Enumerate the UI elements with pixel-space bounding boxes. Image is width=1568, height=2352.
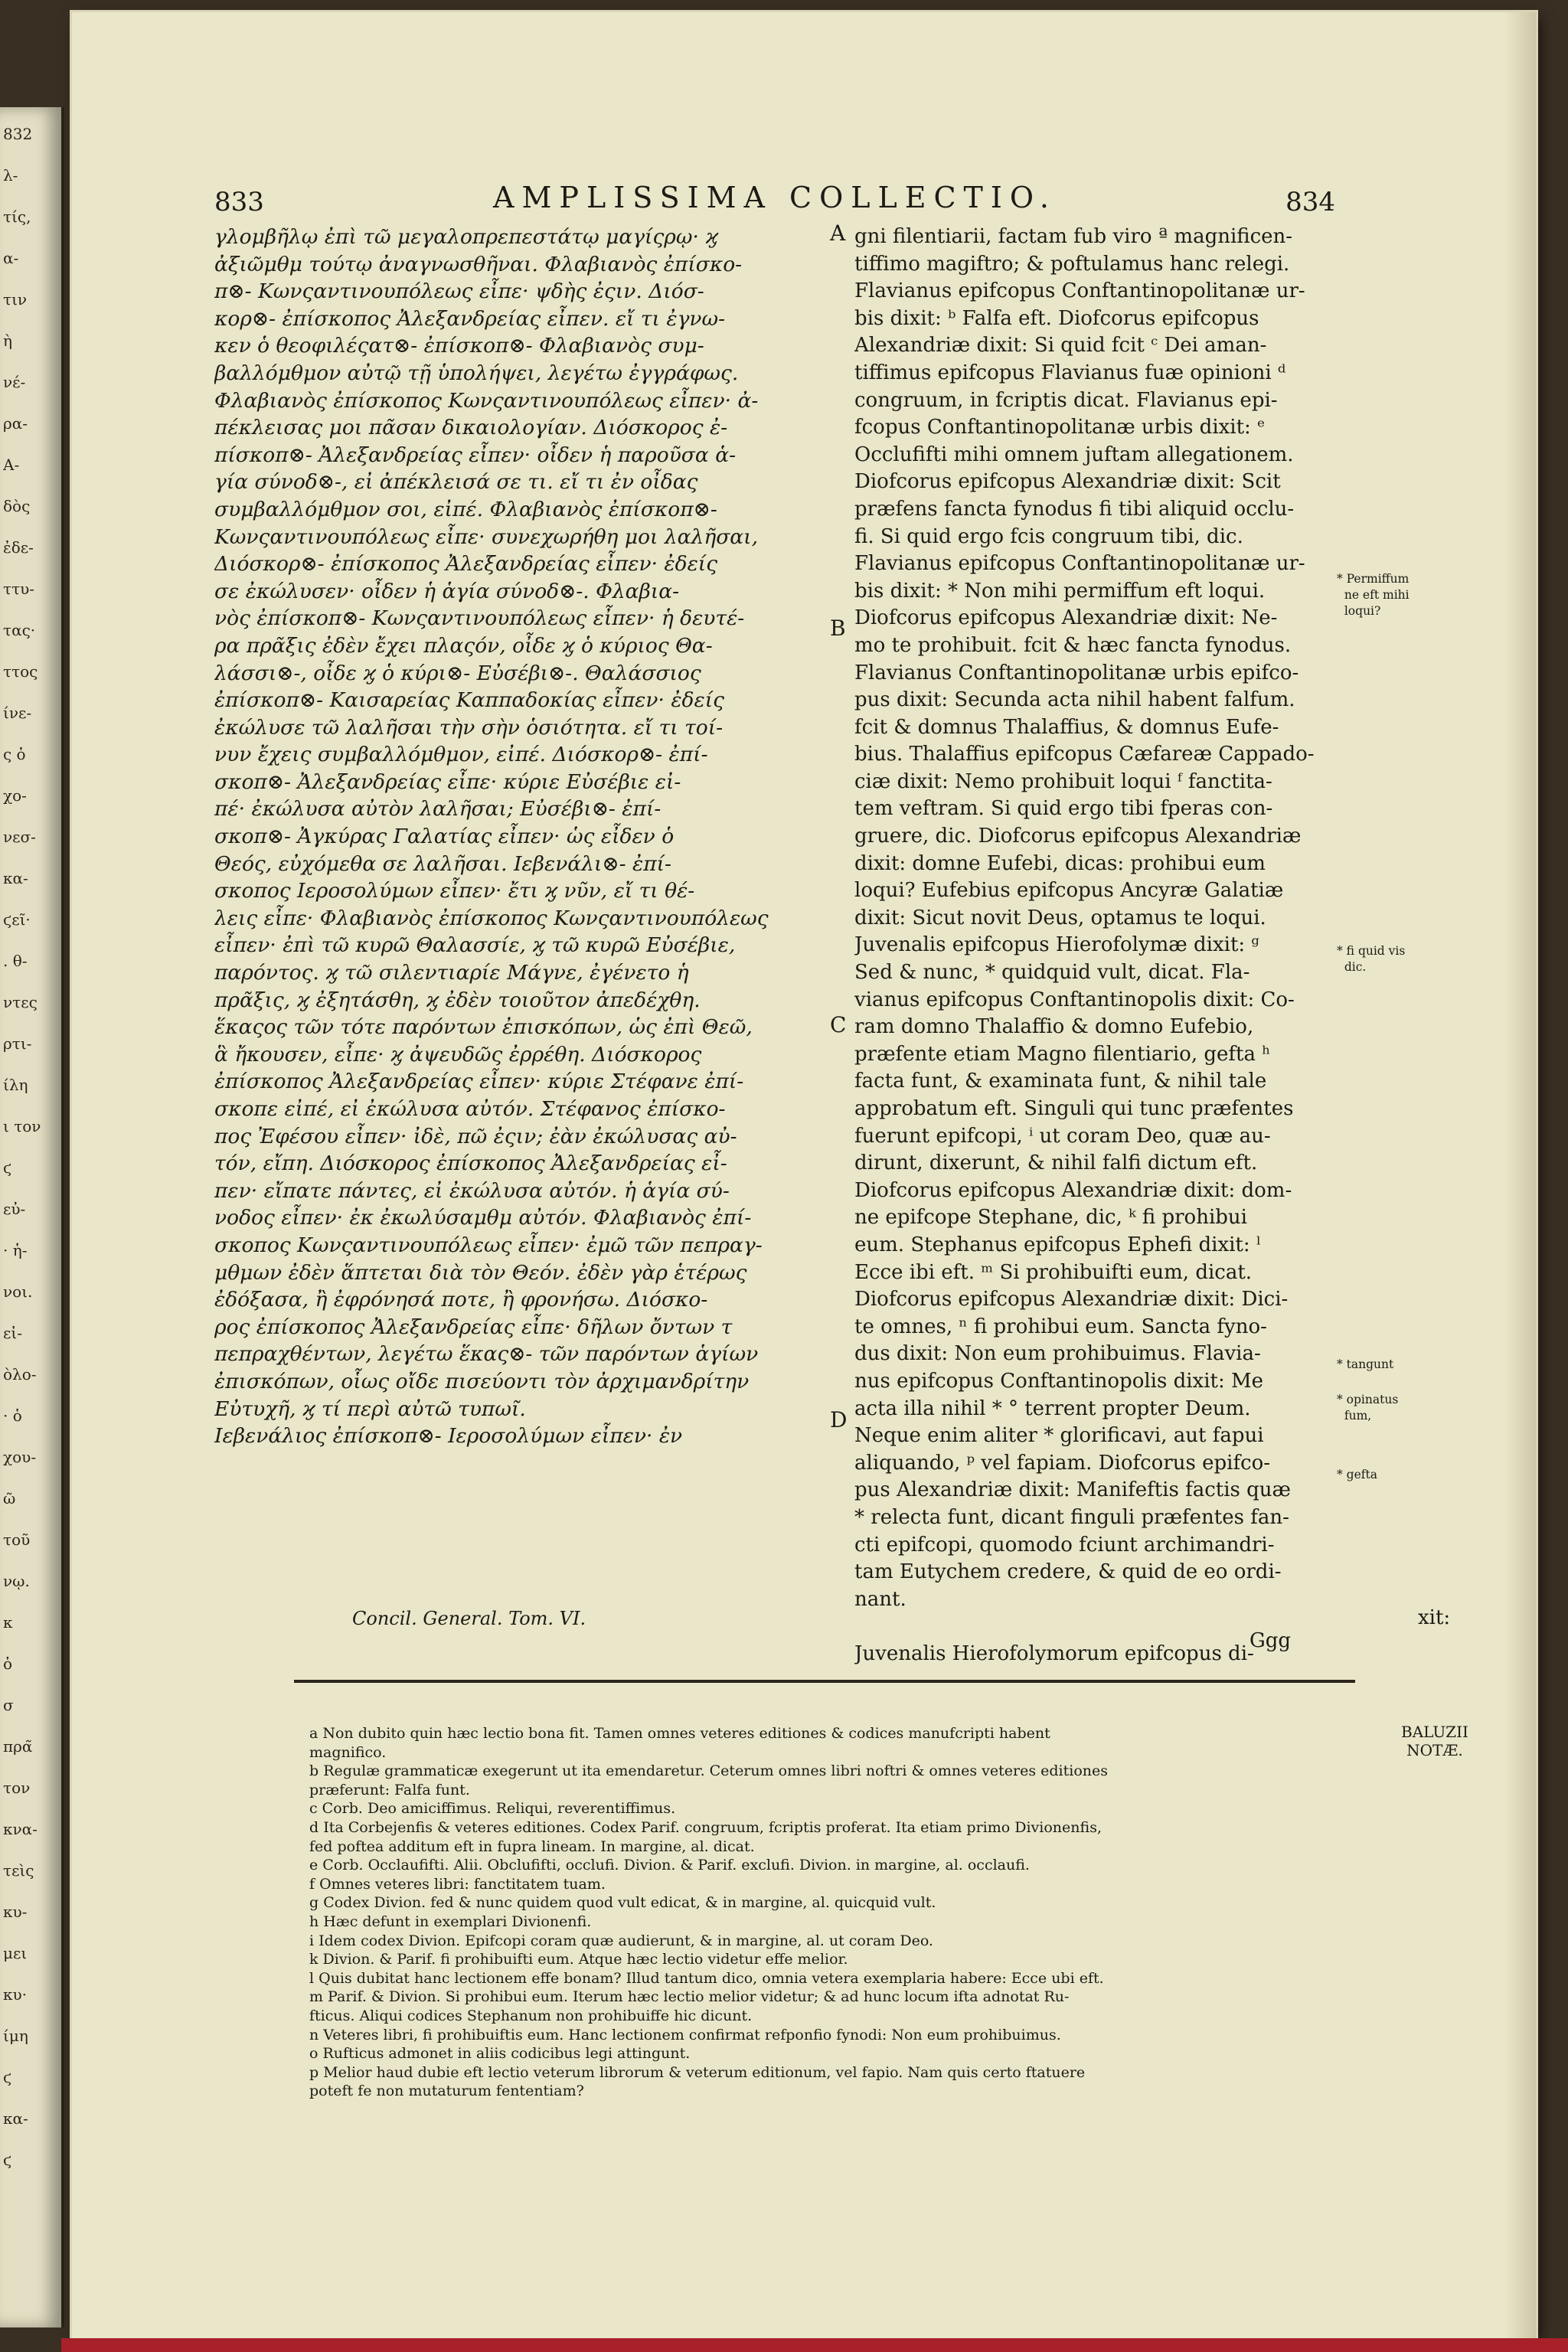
latin-line: Juvenalis epifcopus Hierofolymæ dixit: ᵍ (854, 933, 1259, 957)
latin-line: gni filentiarii, factam fub viro ª magnificen- (854, 225, 1293, 248)
facing-page-fragment: 832 (3, 125, 33, 143)
facing-page-fragment: ίλη (3, 1076, 28, 1094)
greek-line: Θεός, εὐχόμεθα σε λαλῆσαι. Ιεβενάλι⊗- ἐπί- (214, 851, 671, 876)
notes-heading: BALUZII NOTÆ. (1401, 1723, 1468, 1759)
latin-line: facta funt, & examinata funt, & nihil tale (854, 1070, 1267, 1093)
greek-line: ἀξιῶμθμ τούτῳ ἀναγνωσθῆναι. Φλαβιανὸς ἐπίσκο- (214, 252, 743, 276)
footnote-line: fticus. Aliqui codices Stephanum non prohibuiffe hic dicunt. (309, 2007, 753, 2024)
greek-line: τόν, εἴπη. Διόσκορος ἐπίσκοπος Ἀλεξανδρείας εἶ- (214, 1152, 727, 1176)
facing-page-edge (0, 107, 64, 2328)
facing-page-fragment: . θ- (3, 952, 28, 970)
latin-line: dixit: Sicut novit Deus, optamus te loqui. (854, 906, 1266, 929)
facing-page-fragment: ρτι- (3, 1034, 32, 1053)
facing-page-fragment: νεσ- (3, 828, 36, 846)
latin-line: Juvenalis Hierofolymorum epifcopus di- (854, 1642, 1254, 1665)
latin-line: Diofcorus epifcopus Alexandriæ dixit: Dici- (854, 1288, 1289, 1312)
facing-page-fragment: τοῦ (3, 1530, 31, 1549)
page-number-left: 833 (214, 187, 264, 217)
facing-page-fragment: κα- (3, 2109, 28, 2128)
latin-line: Flavianus epifcopus Conftantinopolitanæ ur- (854, 552, 1305, 576)
page-number-right: 834 (1285, 187, 1335, 217)
book-page (72, 12, 1536, 2338)
latin-line: fcopus Conftantinopolitanæ urbis dixit: ᵉ (854, 416, 1266, 439)
greek-line: γία σύνοδ⊗-, εἰ ἀπέκλεισά σε τι. εἴ τι ἐν οἶδας (214, 470, 698, 495)
footnote-line: h Hæc defunt in exemplari Divionenfi. (309, 1913, 592, 1930)
greek-line: Διόσκορ⊗- ἐπίσκοπος Ἀλεξανδρείας εἶπεν· ἐδείς (214, 552, 718, 577)
facing-page-fragment: λ- (3, 166, 18, 185)
margin-note: * gefta (1337, 1468, 1377, 1481)
latin-line: præfente etiam Magno filentiario, gefta ʰ (854, 1042, 1271, 1066)
facing-page-fragment: κνα- (3, 1820, 38, 1838)
facing-page-fragment: ρα- (3, 414, 28, 433)
printer-signature (1250, 1606, 1451, 1652)
greek-line: ρος ἐπίσκοπος Ἀλεξανδρείας εἶπε· δῆλων ὄντων τ (214, 1315, 733, 1339)
latin-line: nus epifcopus Conftantinopolis dixit: Me (854, 1369, 1264, 1393)
greek-line: σκοπος Ιεροσολύμων εἶπεν· ἔτι ϗ νῦν, εἴ τι θέ- (214, 879, 695, 903)
facing-page-fragment: ι τον (3, 1117, 41, 1135)
greek-line: σκοπος Κωνςαντινουπόλεως εἶπεν· ἐμῶ τῶν πεπραγ- (214, 1233, 763, 1257)
facing-page-fragment: μει (3, 1944, 28, 1962)
latin-line: pus dixit: Secunda acta nihil habent falfum. (854, 688, 1295, 712)
facing-page-fragment: κυ- (3, 1903, 28, 1921)
greek-line: σκοπε εἰπέ, εἰ ἐκώλυσα αὐτόν. Στέφανος ἐπίσκο- (214, 1097, 726, 1121)
greek-line: ἐκώλυσε τῶ λαλῆσαι τὴν σὴν ὁσιότητα. εἴ τι τοί- (214, 715, 724, 740)
facing-page-fragment: ὁ (3, 1655, 13, 1673)
latin-line: te omnes, ⁿ fi prohibui eum. Sancta fyno- (854, 1315, 1267, 1338)
running-header (214, 181, 1335, 224)
latin-line: bius. Thalaffius epifcopus Cæfareæ Cappado- (854, 743, 1315, 766)
latin-line: Flavianus epifcopus Conftantinopolitanæ ur- (854, 279, 1305, 303)
facing-page-fragment: τας· (3, 621, 36, 639)
latin-line: * relecta funt, dicant finguli præfentes fan- (854, 1505, 1289, 1529)
latin-line: Flavianus Conftantinopolitanæ urbis epifco- (854, 661, 1299, 684)
margin-note: * opinatus fum, (1337, 1393, 1399, 1423)
facing-page-fragment: ϛ (3, 1158, 12, 1177)
latin-line: fcit & domnus Thalaffius, & domnus Eufe- (854, 715, 1279, 739)
latin-line: Ecce ibi eft. ᵐ Si prohibuifti eum, dicat. (854, 1260, 1253, 1284)
facing-page-fragment: · ὁ (3, 1406, 22, 1425)
greek-line: ρα πρᾶξις ἐδὲν ἔχει πλαςόν, οἶδε ϗ ὁ κύριος Θα- (214, 633, 713, 658)
greek-line: π⊗- Κωνςαντινουπόλεως εἶπε· ψδὴς ἐςιν. Διόσ- (214, 279, 704, 304)
section-letter-b: B (830, 616, 846, 641)
latin-line: acta illa nihil * ° terrent propter Deum. (854, 1396, 1251, 1420)
footnote-line: d Ita Corbejenfis & veteres editiones. Codex Parif. congruum, fcriptis proferat. Ita etiam primo Divionenfis, (309, 1818, 1102, 1836)
latin-line: nant. (854, 1587, 906, 1611)
latin-line: eum. Stephanus epifcopus Ephefi dixit: ˡ (854, 1233, 1262, 1256)
facing-page-fragment: ῶ (3, 1489, 16, 1508)
facing-page-fragment: ϛεῖ· (3, 910, 31, 929)
greek-text-column (214, 224, 833, 1450)
greek-line: πίσκοπ⊗- Ἀλεξανδρείας εἶπεν· οἶδεν ἡ παροῦσα ἁ- (214, 443, 737, 467)
greek-line: γλομβῆλῳ ἐπὶ τῶ μεγαλοπρεπεστάτῳ μαγίςρῳ· ϗ (214, 225, 718, 249)
greek-line: σκοπ⊗- Ἀγκύρας Γαλατίας εἶπεν· ὡς εἶδεν ὁ (214, 825, 675, 849)
footnote-line: fed poftea additum eft in fupra lineam. In margine, al. dicat. (309, 1838, 755, 1855)
facing-page-fragment: ἐδε- (3, 538, 34, 557)
latin-line: dus dixit: Non eum prohibuimus. Flavia- (854, 1342, 1261, 1366)
latin-line: tiffimo magiftro; & poftulamus hanc relegi. (854, 252, 1290, 276)
signature-mark: Ggg (1250, 1629, 1292, 1652)
latin-line: tam Eutychem credere, & quid de eo ordi- (854, 1560, 1282, 1584)
greek-line: μθμων ἐδὲν ἅπτεται διὰ τὸν Θεόν. ἐδὲν γὰρ ἑτέρως (214, 1260, 747, 1285)
latin-line: Diofcorus epifcopus Alexandriæ dixit: Scit (854, 470, 1281, 494)
latin-line: congruum, in fcriptis dicat. Flavianus epi- (854, 388, 1278, 412)
facing-page-fragment: νῳ. (3, 1572, 30, 1590)
greek-line: ἐδόξασα, ἢ ἐφρόνησά ποτε, ἢ φρονήσω. Διόσκο- (214, 1288, 708, 1312)
facing-page-fragment: τον (3, 1779, 31, 1797)
greek-line: πεπραχθέντων, λεγέτω ἕκας⊗- τῶν παρόντων ἁγίων (214, 1342, 759, 1367)
footnote-line: poteft fe non mutaturum fententiam? (309, 2082, 584, 2100)
facing-page-fragment: τεὶς (3, 1861, 34, 1880)
greek-line: Κωνςαντινουπόλεως εἶπε· συνεχωρήθη μοι λαλῆσαι, (214, 524, 759, 549)
facing-page-fragment: ντες (3, 993, 38, 1011)
footnote-line: a Non dubito quin hæc lectio bona fit. Tamen omnes veteres editiones & codices manufcripti habent (309, 1725, 1050, 1742)
greek-line: ἃ ἤκουσεν, εἶπε· ϗ ἀψευδῶς ἐρρέθη. Διόσκορος (214, 1042, 702, 1067)
footnote-line: k Divion. & Parif. fi prohibuifti eum. Atque hæc lectio videtur effe melior. (309, 1951, 848, 1968)
greek-line: νυν ἔχεις συμβαλλόμθμον, εἰπέ. Διόσκορ⊗- ἐπί- (214, 743, 708, 767)
footnotes (309, 1724, 1392, 2101)
margin-note: * tangunt (1337, 1357, 1394, 1371)
greek-line: Φλαβιανὸς ἐπίσκοπος Κωνςαντινουπόλεως εἶπεν· ἀ- (214, 388, 759, 413)
footnote-line: l Quis dubitat hanc lectionem effe bonam? Illud tantum dico, omnia vetera exemplaria habere: Ecce ubi eft. (309, 1969, 1104, 1987)
facing-page-fragment: δὸς (3, 497, 31, 515)
latin-line: Diofcorus epifcopus Alexandriæ dixit: Ne- (854, 606, 1278, 630)
latin-line: tiffimus epifcopus Flavianus fuæ opinioni ᵈ (854, 361, 1286, 384)
footnote-line: præferunt: Falfa funt. (309, 1781, 470, 1798)
latin-line: vianus epifcopus Conftantinopolis dixit: Co- (854, 988, 1295, 1011)
facing-page-fragment: α- (3, 249, 19, 267)
latin-line: Occlufifti mihi omnem juftam allegationem. (854, 443, 1294, 466)
footnote-line: m Parif. & Divion. Si prohibui eum. Iterum hæc lectio melior videtur; & ad hunc locum ifta adnotat Ru- (309, 1988, 1070, 2006)
greek-line: Εὐτυχῆ, ϗ τί περὶ αὐτῶ τυπωῖ. (214, 1396, 526, 1421)
footnote-line: o Rufticus admonet in aliis codicibus legi attingunt. (309, 2045, 691, 2063)
facing-page-fragment: ττος (3, 662, 38, 681)
facing-page-fragment: σ (3, 1696, 14, 1714)
latin-line: Sed & nunc, * quidquid vult, dicat. Fla- (854, 961, 1250, 985)
facing-page-fragment: ϛ (3, 2151, 12, 2169)
facing-page-fragment: Α- (3, 456, 20, 474)
running-title: AMPLISSIMA COLLECTIO. (493, 181, 1057, 214)
catchword: xit: (1418, 1606, 1451, 1629)
latin-line: ciæ dixit: Nemo prohibuit loqui ᶠ fanctita- (854, 769, 1272, 793)
latin-line: bis dixit: * Non mihi permiffum eft loqui. (854, 579, 1266, 603)
page-bottom-edge (61, 2338, 1568, 2352)
section-letter-c: C (830, 1012, 847, 1037)
facing-page-fragment: κυ· (3, 1985, 28, 2004)
section-letter-d: D (830, 1407, 848, 1432)
latin-line: ram domno Thalaffio & domno Eufebio, (854, 1015, 1254, 1039)
greek-line: σκοπ⊗- Ἀλεξανδρείας εἶπε· κύριε Εὐσέβιε εἰ- (214, 769, 681, 794)
facing-page-fragment: ίμη (3, 2027, 28, 2045)
latin-line: dirunt, dixerunt, & nihil falfi dictum eft. (854, 1152, 1258, 1175)
facing-page-fragment: χο- (3, 786, 27, 805)
facing-page-fragment: ὴ (3, 332, 12, 350)
facing-page-fragment: · ἡ- (3, 1241, 28, 1259)
greek-line: λεις εἶπε· Φλαβιανὸς ἐπίσκοπος Κωνςαντινουπόλεως (214, 906, 769, 930)
facing-page-fragment: ς ὁ (3, 745, 26, 763)
greek-line: πρᾶξις, ϗ ἐξητάσθη, ϗ ἐδὲν τοιοῦτον ἀπεδέχθη. (214, 988, 701, 1012)
greek-line: κορ⊗- ἐπίσκοπος Ἀλεξανδρείας εἶπεν. εἴ τι ἐγνω- (214, 306, 726, 331)
greek-line: νοδος εἶπεν· ἐκ ἐκωλύσαμθμ αὐτόν. Φλαβιανὸς ἐπί- (214, 1206, 752, 1230)
facing-page-fragment: ϛ (3, 2068, 12, 2086)
footnote-line: i Idem codex Divion. Epifcopi coram quæ audierunt, & in margine, al. ut coram Deo. (309, 1932, 933, 1949)
facing-page-fragment: τίς, (3, 207, 31, 226)
facing-page-fragment: ὸλο- (3, 1365, 37, 1383)
greek-line: κεν ὁ θεοφιλέςατ⊗- ἐπίσκοπ⊗- Φλαβιανὸς συμ- (214, 334, 704, 358)
latin-line: Neque enim aliter * glorificavi, aut fapui (854, 1424, 1264, 1448)
volume-footer: Concil. General. Tom. VI. (352, 1608, 586, 1629)
facing-page-fragment: κα- (3, 869, 28, 887)
margin-note: * fi quid vis dic. (1337, 944, 1406, 974)
greek-line: εἶπεν· ἐπὶ τῶ κυρῶ Θαλασσίε, ϗ τῶ κυρῶ Εὐσέβιε, (214, 933, 736, 958)
facing-page-fragment: εἰ- (3, 1324, 22, 1342)
greek-line: συμβαλλόμθμον σοι, εἰπέ. Φλαβιανὸς ἐπίσκοπ⊗- (214, 497, 717, 521)
latin-line: cti epifcopi, quomodo fciunt archimandri- (854, 1533, 1275, 1557)
facing-page-fragment: νέ- (3, 373, 26, 391)
latin-line: præfens fancta fynodus fi tibi aliquid occlu- (854, 497, 1295, 521)
latin-line: pus Alexandriæ dixit: Manifeftis factis quæ (854, 1478, 1291, 1502)
latin-line: loqui? Eufebius epifcopus Ancyræ Galatiæ (854, 879, 1284, 903)
footnote-line: magnifico. (309, 1743, 387, 1761)
greek-line: βαλλόμθμον αὐτῷ τῇ ὑπολήψει, λεγέτω ἐγγράφως. (214, 361, 739, 385)
greek-line: παρόντος. ϗ τῶ σιλεντιαρίε Μάγνε, ἐγένετο ἡ (214, 961, 689, 985)
facing-page-fragment: πρα̃ (3, 1737, 33, 1756)
greek-line: ἕκαςος τῶν τότε παρόντων ἐπισκόπων, ὡς ἐπὶ Θεῶ, (214, 1015, 753, 1040)
footnote-line: c Corb. Deo amiciffimus. Reliqui, reverentiffimus. (309, 1800, 676, 1818)
latin-line: approbatum eft. Singuli qui tunc præfentes (854, 1097, 1294, 1120)
footnote-line: b Regulæ grammaticæ exegerunt ut ita emendaretur. Ceterum omnes libri noftri & omnes veteres editiones (309, 1762, 1108, 1780)
latin-line: tem veftram. Si quid ergo tibi fperas con- (854, 797, 1273, 821)
latin-line: Diofcorus epifcopus Alexandriæ dixit: dom- (854, 1178, 1292, 1202)
latin-line: Alexandriæ dixit: Si quid fcit ᶜ Dei aman- (854, 334, 1267, 358)
greek-line: πεν· εἴπατε πάντες, εἰ ἐκώλυσα αὐτόν. ἡ ἁγία σύ- (214, 1178, 730, 1203)
greek-line: λάσσι⊗-, οἶδε ϗ ὁ κύρι⊗- Εὐσέβι⊗-. Θαλάσσιος (214, 661, 701, 685)
greek-line: ἐπίσκοπος Ἀλεξανδρείας εἶπεν· κύριε Στέφανε ἐπί- (214, 1070, 744, 1094)
greek-line: πέκλεισας μοι πᾶσαν δικαιολογίαν. Διόσκορος ἐ- (214, 416, 728, 440)
facing-page-fragment: ίνε- (3, 704, 32, 722)
greek-line: πος Ἐφέσου εἶπεν· ἰδὲ, πῶ ἐςιν; ἐὰν ἐκώλυσας αὐ- (214, 1124, 737, 1148)
footnote-line: f Omnes veteres libri: fanctitatem tuam. (309, 1875, 606, 1893)
notes-divider (294, 1680, 1355, 1683)
latin-line: ne epifcope Stephane, dic, ᵏ fi prohibui (854, 1206, 1247, 1230)
latin-line: gruere, dic. Diofcorus epifcopus Alexandriæ (854, 825, 1302, 848)
latin-line: fi. Si quid ergo fcis congruum tibi, dic. (854, 524, 1243, 548)
footnote-line: p Melior haud dubie eft lectio veterum librorum & veterum editionum, vel fapio. Nam quis certo ftatuere (309, 2063, 1086, 2081)
latin-line: aliquando, ᵖ vel fapiam. Diofcorus epifco- (854, 1451, 1271, 1475)
footnote-line: e Corb. Occlaufifti. Alii. Obclufifti, occlufi. Divion. & Parif. exclufi. Divion. in margine, al. occlaufi. (309, 1857, 1030, 1874)
latin-line: mo te prohibuit. fcit & hæc fancta fynodus. (854, 633, 1292, 657)
margin-note: * Permiffum ne eft mihi loqui? (1337, 572, 1410, 618)
latin-line: fuerunt epifcopi, ⁱ ut coram Deo, quæ au- (854, 1124, 1271, 1148)
facing-page-fragment: εὐ- (3, 1200, 26, 1218)
footnote-line: n Veteres libri, fi prohibuiftis eum. Hanc lectionem confirmat refponfio fynodi: Non eum prohibuimus. (309, 2026, 1061, 2043)
latin-line: bis dixit: ᵇ Falfa eft. Diofcorus epifcopus (854, 306, 1259, 330)
greek-line: πέ· ἐκώλυσα αὐτὸν λαλῆσαι; Εὐσέβι⊗- ἐπί- (214, 797, 662, 822)
footnote-line: g Codex Divion. fed & nunc quidem quod vult edicat, & in margine, al. quicquid vult. (309, 1894, 936, 1912)
section-letter-a: A (830, 220, 846, 246)
facing-page-fragment: χου- (3, 1448, 37, 1466)
greek-line: Ιεβενάλιος ἐπίσκοπ⊗- Ιεροσολύμων εἶπεν· ἐν (214, 1424, 683, 1449)
greek-line: ἐπίσκοπ⊗- Καισαρείας Καππαδοκίας εἶπεν· ἐδείς (214, 688, 724, 713)
facing-page-fragment: κ (3, 1613, 13, 1632)
facing-page-fragment: νοι. (3, 1282, 33, 1301)
greek-line: σε ἐκώλυσεν· οἶδεν ἡ ἁγία σύνοδ⊗-. Φλαβια- (214, 579, 680, 603)
facing-page-fragment: τιν (3, 290, 28, 309)
greek-line: νὸς ἐπίσκοπ⊗- Κωνςαντινουπόλεως εἶπεν· ἡ δευτέ- (214, 606, 745, 631)
greek-line: ἐπισκόπων, οἷως οἴδε πισεύοντι τὸν ἀρχιμανδρίτην (214, 1369, 750, 1393)
latin-text-column (854, 224, 1337, 1668)
latin-line: dixit: domne Eufebi, dicas: prohibui eum (854, 851, 1266, 875)
facing-page-fragment: ττυ- (3, 580, 35, 598)
